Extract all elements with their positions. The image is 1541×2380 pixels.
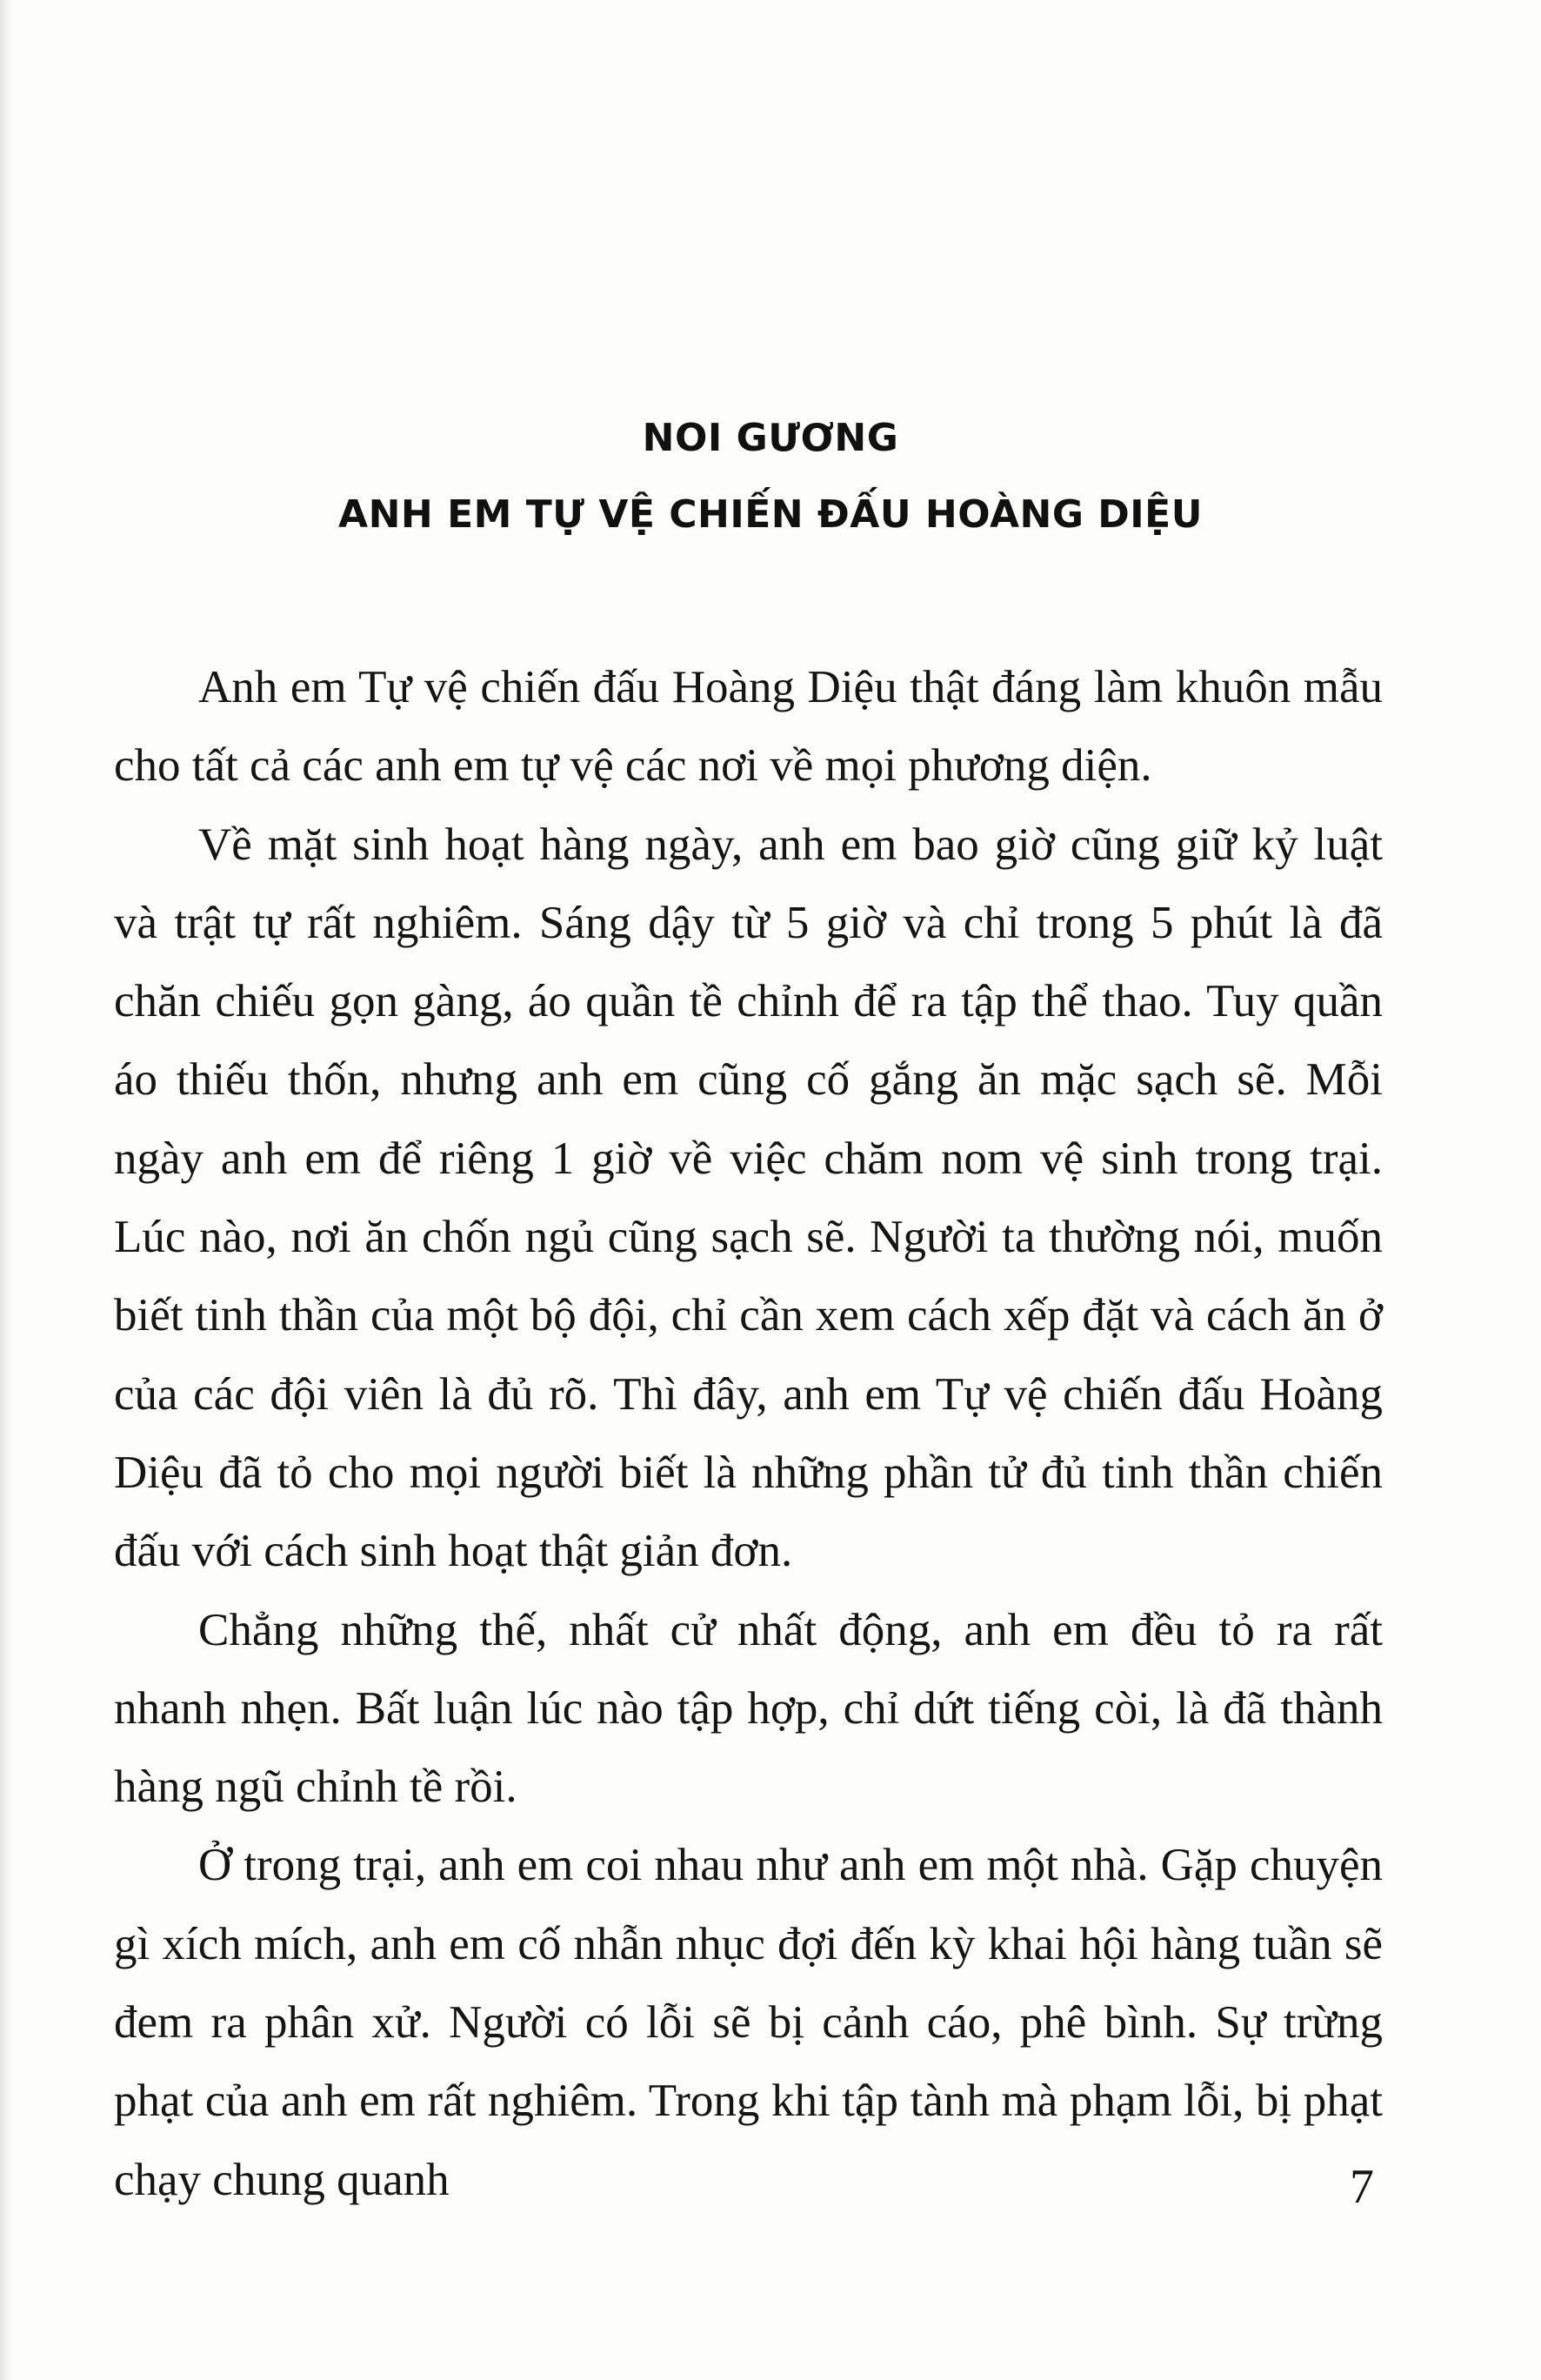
paragraph: Về mặt sinh hoạt hàng ngày, anh em bao giờ cũng giữ kỷ luật và trật tự rất nghiêm. Sáng dậy từ 5 giờ và chỉ trong 5 phút là đã chăn chiếu gọn gàng, áo quần tề chỉnh để ra tập thể thao. Tuy quần áo thiếu thốn, nhưng anh em cũng cố gắng ăn mặc sạch sẽ. Mỗi ngày anh em để riêng 1 giờ về việc chăm nom vệ sinh trong trại. Lúc nào, nơi ăn chốn ngủ cũng sạch sẽ. Người ta thường nói, muốn biết tinh thần của một bộ đội, chỉ cần xem cách xếp đặt và cách ăn ở của các đội viên là đủ rõ. Thì đây, anh em Tự vệ chiến đấu Hoàng Diệu đã tỏ cho mọi người biết là những phần tử đủ tinh thần chiến đấu với cách sinh hoạt thật giản đơn. bbox=[114, 819, 1383, 1577]
chapter-title-line-1: NOI GƯƠNG bbox=[642, 416, 899, 460]
chapter-title-line-2: ANH EM TỰ VỆ CHIẾN ĐẤU HOÀNG DIỆU bbox=[338, 492, 1203, 537]
page-number: 7 bbox=[1350, 2160, 1374, 2214]
paragraph: Chẳng những thế, nhất cử nhất động, anh em đều tỏ ra rất nhanh nhẹn. Bất luận lúc nào tập hợp, chỉ dứt tiếng còi, là đã thành hàng ngũ chỉnh tề rồi. bbox=[114, 1604, 1383, 1813]
binding-shadow bbox=[0, 0, 12, 2380]
paragraph: Anh em Tự vệ chiến đấu Hoàng Diệu thật đáng làm khuôn mẫu cho tất cả các anh em tự vệ các nơi về mọi phương diện. bbox=[114, 662, 1383, 792]
body-text bbox=[114, 648, 1383, 2219]
paragraph: Ở trong trại, anh em coi nhau như anh em một nhà. Gặp chuyện gì xích mích, anh em cố nhẫn nhục đợi đến kỳ khai hội hàng tuần sẽ đem ra phân xử. Người có lỗi sẽ bị cảnh cáo, phê bình. Sự trừng phạt của anh em rất nghiêm. Trong khi tập tành mà phạm lỗi, bị phạt chạy chung quanh bbox=[114, 1840, 1383, 2205]
